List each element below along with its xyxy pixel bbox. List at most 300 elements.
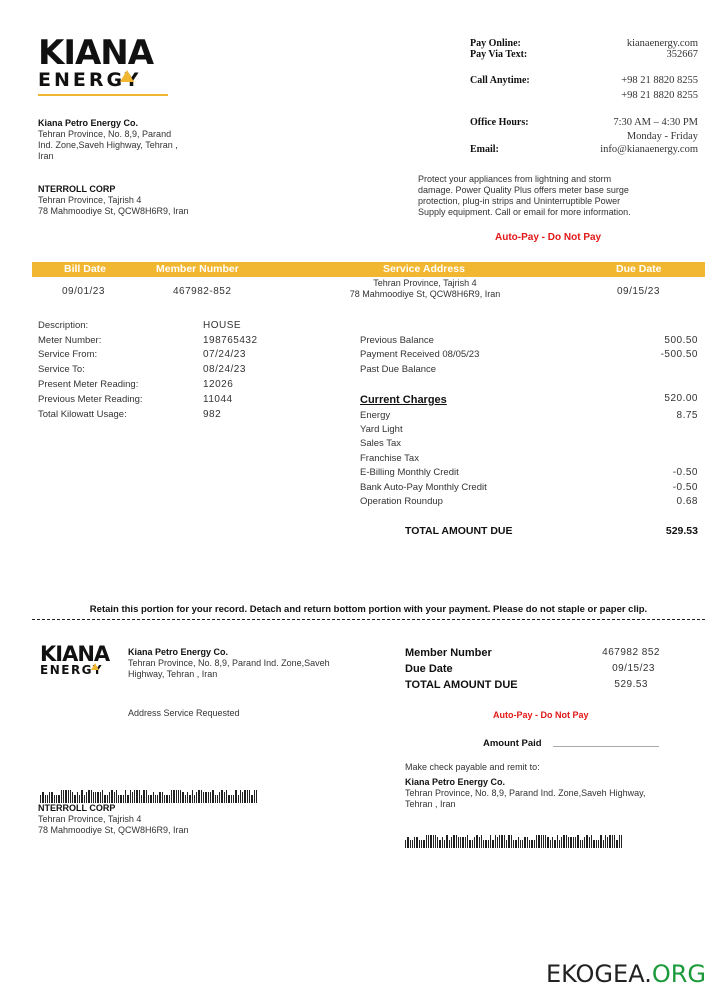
barcode-bar — [233, 795, 234, 803]
pay-online-label: Pay Online: — [470, 38, 521, 49]
barcode-bar — [419, 840, 420, 848]
detach-line — [32, 619, 705, 620]
email-link[interactable]: info@kianaenergy.com — [600, 144, 698, 155]
promo-line: damage. Power Quality Plus offers meter base surge — [418, 185, 629, 195]
barcode-bar — [153, 792, 154, 803]
promo-line: Protect your appliances from lightning and storm — [418, 174, 612, 184]
charges-heading-value: 520.00 — [664, 393, 698, 404]
detail-label: Previous Meter Reading: — [38, 394, 143, 405]
barcode-bar — [215, 795, 216, 803]
stub-due-value: 09/15/23 — [612, 663, 655, 674]
barcode-bar — [568, 837, 569, 848]
company-address — [38, 118, 238, 162]
charge-value: -0.50 — [672, 482, 698, 493]
barcode-bar — [159, 792, 160, 803]
barcode-bar — [107, 795, 108, 803]
barcode-bar — [481, 835, 482, 848]
barcode-bar — [557, 835, 558, 848]
barcode-bar — [605, 835, 606, 848]
barcode-bar — [566, 835, 567, 848]
barcode-bar — [125, 790, 126, 803]
address-service-note: Address Service Requested — [128, 708, 240, 718]
barcode-bar — [412, 840, 413, 848]
stub-customer — [38, 803, 278, 836]
barcode-bar — [77, 792, 78, 803]
call-label: Call Anytime: — [470, 75, 530, 86]
logo-text-top: KIANA — [38, 33, 154, 73]
barcode-bar — [91, 790, 92, 803]
amount-paid-field[interactable] — [553, 746, 659, 747]
stub-total-value: 529.53 — [614, 679, 648, 690]
barcode-bar — [120, 795, 121, 803]
barcode-left — [40, 790, 258, 804]
barcode-bar — [40, 795, 41, 803]
barcode-bar — [518, 837, 519, 848]
hours-days: Monday - Friday — [626, 131, 698, 142]
barcode-bar — [150, 795, 151, 803]
barcode-bar — [238, 795, 239, 803]
barcode-bar — [240, 790, 241, 803]
remit-line: Tehran , Iran — [405, 799, 456, 809]
barcode-bar — [619, 835, 620, 848]
charge-label: E-Billing Monthly Credit — [360, 467, 459, 478]
barcode-bar — [603, 840, 604, 848]
barcode-bar — [543, 835, 544, 848]
stub-autopay-notice: Auto-Pay - Do Not Pay — [493, 710, 589, 720]
barcode-bar — [58, 795, 59, 803]
logo-underline — [38, 94, 168, 96]
barcode-bar — [490, 835, 491, 848]
barcode-bar — [570, 837, 571, 848]
detail-value: 198765432 — [203, 335, 258, 346]
stub-logo-bottom: ENERGY — [40, 663, 103, 677]
barcode-bar — [84, 795, 85, 803]
email-label: Email: — [470, 144, 499, 155]
barcode-bar — [208, 792, 209, 803]
stub-logo-top: KIANA — [40, 642, 110, 666]
detail-label: Total Kilowatt Usage: — [38, 409, 127, 420]
barcode-bar — [79, 795, 80, 803]
barcode-bar — [235, 790, 236, 803]
barcode-bar — [54, 795, 55, 803]
barcode-bar — [435, 835, 436, 848]
barcode-bar — [251, 795, 252, 803]
barcode-bar — [600, 835, 601, 848]
barcode-bar — [178, 790, 179, 803]
detail-value: 982 — [203, 409, 222, 420]
col-member-number: Member Number — [156, 263, 239, 275]
barcode-bar — [123, 795, 124, 803]
barcode-bar — [589, 837, 590, 848]
barcode-bar — [456, 835, 457, 848]
barcode-bar — [173, 790, 174, 803]
barcode-bar — [134, 790, 135, 803]
barcode-bar — [538, 835, 539, 848]
barcode-bar — [495, 835, 496, 848]
barcode-bar — [485, 840, 486, 848]
barcode-bar — [444, 840, 445, 848]
barcode-bar — [189, 795, 190, 803]
bill-date-value: 09/01/23 — [62, 286, 105, 297]
barcode-bar — [205, 792, 206, 803]
barcode-bar — [598, 840, 599, 848]
barcode-bar — [479, 837, 480, 848]
barcode-bar — [449, 840, 450, 848]
detail-value: HOUSE — [203, 320, 242, 331]
balance-value: 500.50 — [664, 335, 698, 346]
total-due-label: TOTAL AMOUNT DUE — [405, 525, 513, 537]
pay-online-link[interactable]: kianaenergy.com — [626, 38, 698, 49]
charge-value: 8.75 — [676, 410, 698, 421]
barcode-bar — [515, 840, 516, 848]
barcode-bar — [524, 837, 525, 848]
footer-watermark — [546, 960, 706, 988]
barcode-bar — [226, 790, 227, 803]
detail-label: Description: — [38, 320, 89, 331]
customer-address-line: Tehran Province, Tajrish 4 — [38, 195, 142, 205]
barcode-bar — [451, 837, 452, 848]
barcode-bar — [550, 840, 551, 848]
barcode-bar — [423, 840, 424, 848]
barcode-bar — [256, 790, 257, 803]
barcode-bar — [166, 795, 167, 803]
footer-brand-a: EKOGEA. — [545, 960, 652, 988]
barcode-bar — [104, 795, 105, 803]
barcode-bar — [114, 792, 115, 803]
barcode-bar — [534, 840, 535, 848]
barcode-bar — [194, 795, 195, 803]
pay-text-value: 352667 — [666, 49, 698, 60]
barcode-bar — [217, 795, 218, 803]
col-due-date: Due Date — [616, 263, 662, 275]
call-number: +98 21 8820 8255 — [621, 90, 698, 101]
barcode-bar — [591, 835, 592, 848]
barcode-bar — [70, 790, 71, 803]
charges-heading: Current Charges — [360, 394, 447, 406]
barcode-bar — [171, 790, 172, 803]
barcode-bar — [228, 795, 229, 803]
barcode-bar — [467, 835, 468, 848]
company-address-line: Ind. Zone,Saveh Highway, Tehran , — [38, 140, 178, 150]
barcode-bar — [522, 840, 523, 848]
barcode-bar — [504, 835, 505, 848]
charge-label: Bank Auto-Pay Monthly Credit — [360, 482, 487, 493]
barcode-bar — [531, 840, 532, 848]
logo-triangle-icon — [120, 70, 134, 82]
barcode-bar — [541, 835, 542, 848]
barcode-bar — [575, 837, 576, 848]
hours-label: Office Hours: — [470, 117, 529, 128]
barcode-bar — [180, 790, 181, 803]
barcode-bar — [127, 795, 128, 803]
barcode-bar — [74, 795, 75, 803]
stub-company — [128, 647, 368, 680]
barcode-bar — [141, 795, 142, 803]
barcode-bar — [596, 840, 597, 848]
barcode-bar — [45, 795, 46, 803]
promo-line: Supply equipment. Call or email for more information. — [418, 207, 631, 217]
charge-label: Franchise Tax — [360, 453, 419, 464]
barcode-bar — [192, 790, 193, 803]
service-address-value — [310, 278, 540, 300]
barcode-bar — [210, 792, 211, 803]
company-address-line: Tehran Province, No. 8,9, Parand — [38, 129, 172, 139]
barcode-bar — [88, 790, 89, 803]
due-date-value: 09/15/23 — [617, 286, 660, 297]
stub-customer-line: 78 Mahmoodiye St, QCW8H6R9, Iran — [38, 825, 189, 835]
barcode-bar — [416, 837, 417, 848]
barcode-bar — [212, 790, 213, 803]
customer-address-line: 78 Mahmoodiye St, QCW8H6R9, Iran — [38, 206, 189, 216]
charge-value: -0.50 — [672, 467, 698, 478]
barcode-bar — [527, 837, 528, 848]
remit-address — [405, 777, 705, 810]
barcode-bar — [421, 840, 422, 848]
total-due-value: 529.53 — [665, 525, 698, 537]
stub-due-label: Due Date — [405, 663, 453, 675]
barcode-bar — [224, 792, 225, 803]
barcode-bar — [201, 790, 202, 803]
barcode-bar — [584, 837, 585, 848]
barcode-bar — [49, 792, 50, 803]
customer-address — [38, 184, 258, 217]
detail-value: 11044 — [203, 394, 233, 405]
barcode-bar — [609, 835, 610, 848]
barcode-bar — [148, 795, 149, 803]
company-logo — [38, 33, 178, 91]
barcode-bar — [93, 792, 94, 803]
barcode-bar — [169, 795, 170, 803]
barcode-bar — [547, 837, 548, 848]
barcode-bar — [577, 835, 578, 848]
logo-text-bottom: ENERGY — [38, 69, 142, 91]
barcode-bar — [187, 792, 188, 803]
barcode-right — [405, 835, 623, 849]
barcode-bar — [42, 792, 43, 803]
barcode-bar — [102, 790, 103, 803]
barcode-bar — [139, 790, 140, 803]
company-address-line: Iran — [38, 151, 54, 161]
barcode-bar — [109, 792, 110, 803]
barcode-bar — [472, 840, 473, 848]
barcode-bar — [586, 835, 587, 848]
barcode-bar — [554, 840, 555, 848]
hours-time: 7:30 AM – 4:30 PM — [613, 117, 698, 128]
barcode-bar — [72, 792, 73, 803]
barcode-bar — [469, 840, 470, 848]
barcode-bar — [439, 840, 440, 848]
barcode-bar — [511, 835, 512, 848]
barcode-bar — [157, 795, 158, 803]
barcode-bar — [488, 840, 489, 848]
barcode-bar — [520, 840, 521, 848]
barcode-bar — [513, 840, 514, 848]
payable-note: Make check payable and remit to: — [405, 762, 540, 772]
stub-company-line: Tehran Province, No. 8,9, Parand Ind. Zone,Saveh — [128, 658, 330, 668]
detail-label: Meter Number: — [38, 335, 102, 346]
customer-name: NTERROLL CORP — [38, 184, 116, 194]
barcode-bar — [573, 837, 574, 848]
barcode-bar — [95, 792, 96, 803]
barcode-bar — [552, 837, 553, 848]
col-service-address: Service Address — [383, 263, 465, 275]
charge-label: Operation Roundup — [360, 496, 443, 507]
barcode-bar — [621, 835, 622, 848]
charge-label: Energy — [360, 410, 391, 421]
barcode-bar — [244, 790, 245, 803]
barcode-bar — [405, 840, 406, 848]
barcode-bar — [508, 835, 509, 848]
barcode-bar — [616, 840, 617, 848]
footer-brand-b: ORG — [651, 960, 706, 988]
charge-value: 0.68 — [676, 496, 698, 507]
barcode-bar — [61, 790, 62, 803]
barcode-bar — [185, 795, 186, 803]
detail-label: Service From: — [38, 349, 98, 360]
barcode-bar — [111, 790, 112, 803]
stub-logo-triangle-icon — [91, 663, 99, 670]
barcode-bar — [428, 835, 429, 848]
barcode-bar — [458, 837, 459, 848]
stub-customer-name: NTERROLL CORP — [38, 803, 116, 813]
promo-line: protection, plug-in strips and Uninterruptible Power — [418, 196, 621, 206]
barcode-bar — [433, 835, 434, 848]
barcode-bar — [47, 795, 48, 803]
barcode-bar — [203, 792, 204, 803]
col-bill-date: Bill Date — [64, 263, 107, 275]
service-address-line: 78 Mahmoodiye St, QCW8H6R9, Iran — [349, 289, 501, 299]
barcode-bar — [155, 795, 156, 803]
barcode-bar — [442, 837, 443, 848]
company-name: Kiana Petro Energy Co. — [38, 118, 139, 128]
call-number: +98 21 8820 8255 — [621, 75, 698, 86]
barcode-bar — [430, 835, 431, 848]
amount-paid-label: Amount Paid — [483, 738, 542, 749]
promo-text — [418, 174, 708, 218]
stub-company-line: Highway, Tehran , Iran — [128, 669, 218, 679]
balance-label: Previous Balance — [360, 335, 434, 346]
barcode-bar — [593, 840, 594, 848]
barcode-bar — [499, 835, 500, 848]
detach-note: Retain this portion for your record. Detach and return bottom portion with your payment. Please do not staple or paper clip. — [89, 604, 648, 615]
barcode-bar — [231, 795, 232, 803]
balance-label: Payment Received 08/05/23 — [360, 349, 480, 360]
barcode-bar — [51, 792, 52, 803]
barcode-bar — [474, 837, 475, 848]
barcode-bar — [437, 837, 438, 848]
balance-label: Past Due Balance — [360, 364, 437, 375]
barcode-bar — [501, 835, 502, 848]
barcode-bar — [130, 790, 131, 803]
barcode-bar — [97, 792, 98, 803]
barcode-bar — [182, 792, 183, 803]
barcode-bar — [254, 790, 255, 803]
member-number-value: 467982-852 — [173, 286, 232, 297]
detail-label: Service To: — [38, 364, 85, 375]
barcode-bar — [407, 837, 408, 848]
barcode-bar — [86, 792, 87, 803]
service-address-line: Tehran Province, Tajrish 4 — [373, 278, 477, 288]
barcode-bar — [132, 792, 133, 803]
barcode-bar — [483, 840, 484, 848]
barcode-bar — [462, 837, 463, 848]
barcode-bar — [414, 837, 415, 848]
barcode-bar — [559, 840, 560, 848]
detail-value: 12026 — [203, 379, 234, 390]
charge-label: Sales Tax — [360, 438, 402, 449]
barcode-bar — [582, 840, 583, 848]
barcode-bar — [81, 790, 82, 803]
summary-header-bar — [32, 262, 705, 277]
barcode-bar — [198, 790, 199, 803]
barcode-bar — [136, 790, 137, 803]
pay-text-label: Pay Via Text: — [470, 49, 528, 60]
barcode-bar — [56, 795, 57, 803]
barcode-bar — [465, 837, 466, 848]
barcode-bar — [146, 790, 147, 803]
stub-company-name: Kiana Petro Energy Co. — [128, 647, 229, 657]
detail-value: 07/24/23 — [203, 349, 246, 360]
stub-logo — [40, 644, 120, 676]
balance-value: -500.50 — [660, 349, 698, 360]
barcode-bar — [492, 840, 493, 848]
barcode-bar — [68, 790, 69, 803]
stub-total-label: TOTAL AMOUNT DUE — [405, 679, 518, 691]
barcode-bar — [118, 795, 119, 803]
barcode-bar — [242, 792, 243, 803]
barcode-bar — [563, 835, 564, 848]
barcode-bar — [63, 790, 64, 803]
barcode-bar — [529, 840, 530, 848]
detail-value: 08/24/23 — [203, 364, 246, 375]
stub-customer-line: Tehran Province, Tajrish 4 — [38, 814, 142, 824]
barcode-bar — [476, 835, 477, 848]
barcode-bar — [545, 835, 546, 848]
barcode-bar — [561, 837, 562, 848]
detail-label: Present Meter Reading: — [38, 379, 139, 390]
barcode-bar — [176, 790, 177, 803]
barcode-bar — [460, 837, 461, 848]
autopay-notice: Auto-Pay - Do Not Pay — [495, 232, 602, 243]
barcode-bar — [612, 835, 613, 848]
barcode-bar — [536, 835, 537, 848]
remit-name: Kiana Petro Energy Co. — [405, 777, 506, 787]
charge-label: Yard Light — [360, 424, 403, 435]
barcode-bar — [614, 835, 615, 848]
barcode-bar — [453, 835, 454, 848]
stub-member-value: 467982 852 — [602, 647, 660, 658]
barcode-bar — [249, 790, 250, 803]
barcode-bar — [221, 790, 222, 803]
barcode-bar — [65, 790, 66, 803]
barcode-bar — [219, 792, 220, 803]
barcode-bar — [580, 840, 581, 848]
barcode-bar — [116, 790, 117, 803]
barcode-bar — [506, 840, 507, 848]
barcode-bar — [426, 835, 427, 848]
barcode-bar — [410, 840, 411, 848]
barcode-bar — [607, 837, 608, 848]
barcode-bar — [497, 837, 498, 848]
remit-line: Tehran Province, No. 8,9, Parand Ind. Zone,Saveh Highway, — [405, 788, 646, 798]
barcode-bar — [143, 790, 144, 803]
barcode-bar — [446, 835, 447, 848]
barcode-bar — [196, 792, 197, 803]
barcode-bar — [164, 795, 165, 803]
barcode-bar — [100, 792, 101, 803]
stub-member-label: Member Number — [405, 647, 492, 659]
barcode-bar — [162, 792, 163, 803]
